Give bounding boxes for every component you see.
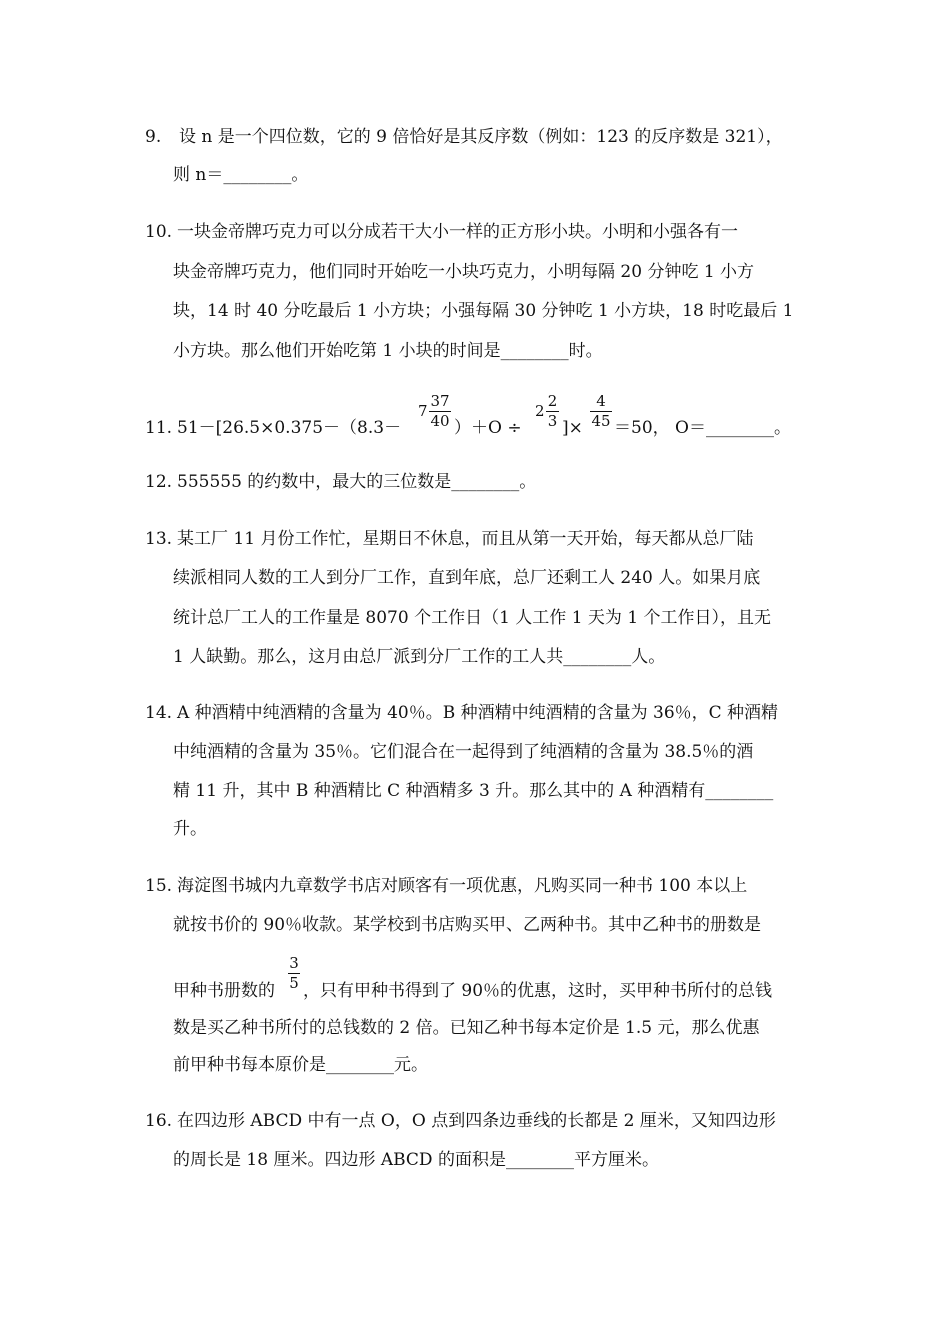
fraction-numerator: 2 [547, 392, 558, 410]
problem-text: 设 n 是一个四位数，它的 9 倍恰好是其反序数（例如：123 的反序数是 321）， [179, 127, 783, 147]
fraction [429, 393, 451, 430]
mixed-number-whole: 7 [418, 402, 428, 420]
problem-text: 中纯酒精的含量为 35％。它们混合在一起得到了纯酒精的含量为 38.5％的酒 [173, 742, 754, 762]
fraction-numerator: 3 [289, 954, 299, 972]
problem-number: 15. [145, 876, 173, 896]
equation-part: 51－[26.5×0.375－（8.3－ [177, 418, 402, 438]
problem-text: ，只有甲种书得到了 90％的优惠，这时，买甲种书所付的总钱 [303, 981, 773, 1001]
fraction-numerator: 4 [596, 392, 606, 410]
problem-text: 块，14 时 40 分吃最后 1 小方块；小强每隔 30 分钟吃 1 小方块，18 时吃最后 1 [173, 301, 794, 321]
fraction-denominator: 3 [547, 412, 558, 430]
problem-number: 12. [145, 472, 173, 492]
problem-number: 16. [145, 1111, 173, 1131]
equation-part: ＝50， O＝________。 [614, 418, 791, 438]
problem-text: 数是买乙种书所付的总钱数的 2 倍。已知乙种书每本定价是 1.5 元，那么优惠 [173, 1018, 760, 1038]
problem-text: 就按书价的 90％收款。某学校到书店购买甲、乙两种书。其中乙种书的册数是 [173, 915, 762, 935]
fraction-numerator: 37 [430, 392, 450, 410]
problem-text: 续派相同人数的工人到分厂工作，直到年底，总厂还剩工人 240 人。如果月底 [173, 568, 761, 588]
equation-part: ）＋O ÷ [454, 418, 522, 438]
problem-number: 14. [145, 703, 173, 723]
problem-text: 则 n＝________。 [173, 165, 309, 185]
problem-text: 甲种书册数的 [173, 981, 275, 1001]
fraction-denominator: 5 [289, 974, 299, 992]
fraction [546, 393, 559, 430]
equation-part: ]× [562, 418, 583, 438]
problem-text: 精 11 升，其中 B 种酒精比 C 种酒精多 3 升。那么其中的 A 种酒精有________ [173, 781, 774, 801]
problem-text: 统计总厂工人的工作量是 8070 个工作日（1 人工作 1 天为 1 个工作日），且无 [173, 608, 772, 628]
problem-number: 13. [145, 529, 173, 549]
problem-number: 9. [145, 127, 162, 147]
fraction [590, 393, 612, 430]
problem-text: 555555 的约数中，最大的三位数是________。 [177, 472, 537, 492]
problem-text: 1 人缺勤。那么，这月由总厂派到分厂工作的工人共________人。 [173, 647, 666, 667]
problem-number: 10. [145, 222, 173, 242]
problem-text: 块金帝牌巧克力，他们同时开始吃一小块巧克力，小明每隔 20 分钟吃 1 小方 [173, 262, 755, 282]
fraction-denominator: 45 [591, 412, 611, 430]
mixed-number-whole: 2 [535, 402, 545, 420]
fraction [288, 955, 300, 992]
problem-text: A 种酒精中纯酒精的含量为 40％。B 种酒精中纯酒精的含量为 36％，C 种酒精 [177, 703, 779, 723]
problem-text: 升。 [173, 819, 207, 839]
problem-text: 海淀图书城内九章数学书店对顾客有一项优惠，凡购买同一种书 100 本以上 [177, 876, 748, 896]
problem-text: 的周长是 18 厘米。四边形 ABCD 的面积是________平方厘米。 [173, 1150, 659, 1170]
problem-text: 前甲种书每本原价是________元。 [173, 1055, 428, 1075]
problem-text: 某工厂 11 月份工作忙，星期日不休息，而且从第一天开始，每天都从总厂陆 [177, 529, 754, 549]
problem-text: 在四边形 ABCD 中有一点 O，O 点到四条边垂线的长都是 2 厘米，又知四边形 [177, 1111, 776, 1131]
problem-text: 一块金帝牌巧克力可以分成若干大小一样的正方形小块。小明和小强各有一 [177, 222, 738, 242]
fraction-denominator: 40 [430, 412, 450, 430]
problem-number: 11. [145, 418, 173, 438]
problem-text: 小方块。那么他们开始吃第 1 小块的时间是________时。 [173, 341, 603, 361]
